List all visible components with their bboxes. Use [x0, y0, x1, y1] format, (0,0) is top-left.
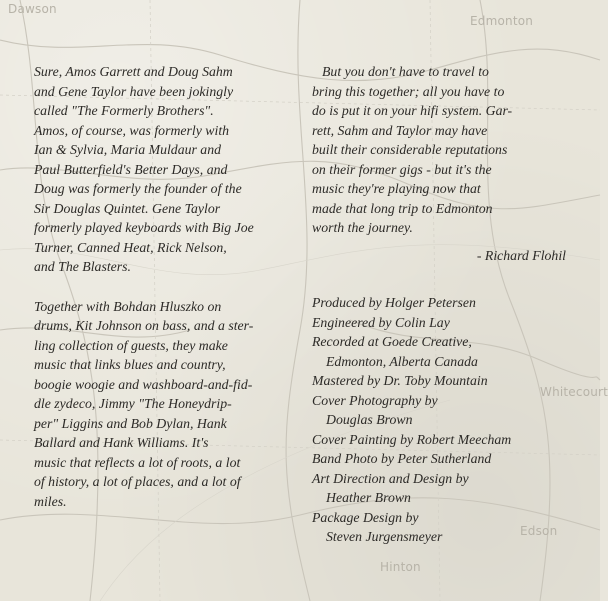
credit-line: Heather Brown	[326, 490, 411, 505]
credit-line: Package Design by	[312, 509, 419, 525]
credit-line: Produced by Holger Petersen	[312, 295, 476, 310]
right-column	[312, 62, 572, 547]
text-line: and The Blasters.	[34, 259, 131, 274]
text-line: But you don't have to travel to	[322, 64, 489, 79]
text-line: formerly played keyboards with Big Joe	[34, 220, 254, 235]
text-line: built their considerable reputations	[312, 142, 508, 157]
map-label: Edson	[520, 524, 558, 538]
credit-line: Art Direction and Design by	[312, 470, 469, 486]
text-line: Ballard and Hank Williams. It's	[34, 435, 209, 450]
text-line: music they're playing now that	[312, 181, 481, 196]
text-line: miles.	[34, 493, 67, 509]
text-line: Turner, Canned Heat, Rick Nelson,	[34, 239, 227, 255]
text-line: Ian & Sylvia, Maria Muldaur and	[34, 142, 222, 157]
text-line: dle zydeco, Jimmy "The Honeydrip-	[34, 396, 232, 411]
text-line: on their former gigs - but it's the	[312, 161, 492, 177]
credit-line: Douglas Brown	[326, 412, 413, 427]
credit-line: Edmonton, Alberta Canada	[326, 353, 478, 369]
text-line: of history, a lot of places, and a lot of	[34, 474, 241, 489]
map-label: Edmonton	[470, 14, 534, 28]
credits-list	[312, 293, 572, 547]
credit-line: Cover Painting by Robert Meecham	[312, 431, 512, 447]
map-label: Hinton	[380, 560, 421, 574]
text-line: music that links blues and country,	[34, 357, 226, 372]
credit-line: Engineered by Colin Lay	[312, 314, 450, 330]
credit-line: Band Photo by Peter Sutherland	[312, 451, 492, 466]
credit-line: Mastered by Dr. Toby Mountain	[312, 373, 488, 388]
author-signature: - Richard Flohil	[476, 247, 566, 263]
credit-line: Recorded at Goede Creative,	[312, 334, 472, 349]
text-line: drums, Kit Johnson on bass, and a ster-	[34, 318, 254, 333]
text-line: bring this together; all you have to	[312, 83, 505, 99]
text-line: Together with Bohdan Hluszko on	[34, 298, 222, 314]
text-line: Paul Butterfield's Better Days, and	[34, 161, 228, 177]
text-line: Doug was formerly the founder of the	[34, 181, 242, 196]
band-paragraph	[34, 297, 284, 512]
map-label: Dawson	[8, 2, 57, 16]
map-road	[286, 0, 310, 601]
intro-paragraph	[34, 62, 284, 277]
text-line: per" Liggins and Bob Dylan, Hank	[34, 415, 227, 431]
text-line: ling collection of guests, they make	[34, 337, 228, 353]
text-line: Sure, Amos Garrett and Doug Sahm	[34, 64, 233, 79]
text-line: called "The Formerly Brothers".	[34, 103, 214, 118]
text-line: and Gene Taylor have been jokingly	[34, 83, 234, 99]
credit-line: Cover Photography by	[312, 392, 438, 408]
text-line: rett, Sahm and Taylor may have	[312, 122, 488, 138]
text-line: boogie woogie and washboard-and-fid-	[34, 376, 253, 392]
credit-line: Steven Jurgensmeyer	[326, 529, 443, 544]
left-column	[34, 62, 284, 511]
text-line: do is put it on your hifi system. Gar-	[312, 103, 513, 118]
text-line: music that reflects a lot of roots, a lot	[34, 454, 241, 470]
text-line: worth the journey.	[312, 220, 413, 235]
text-line: Amos, of course, was formerly with	[34, 122, 230, 138]
map-label: Whitecourt	[540, 385, 608, 399]
text-line: Sir Douglas Quintet. Gene Taylor	[34, 200, 221, 216]
closing-paragraph	[312, 62, 572, 238]
text-line: made that long trip to Edmonton	[312, 200, 493, 216]
